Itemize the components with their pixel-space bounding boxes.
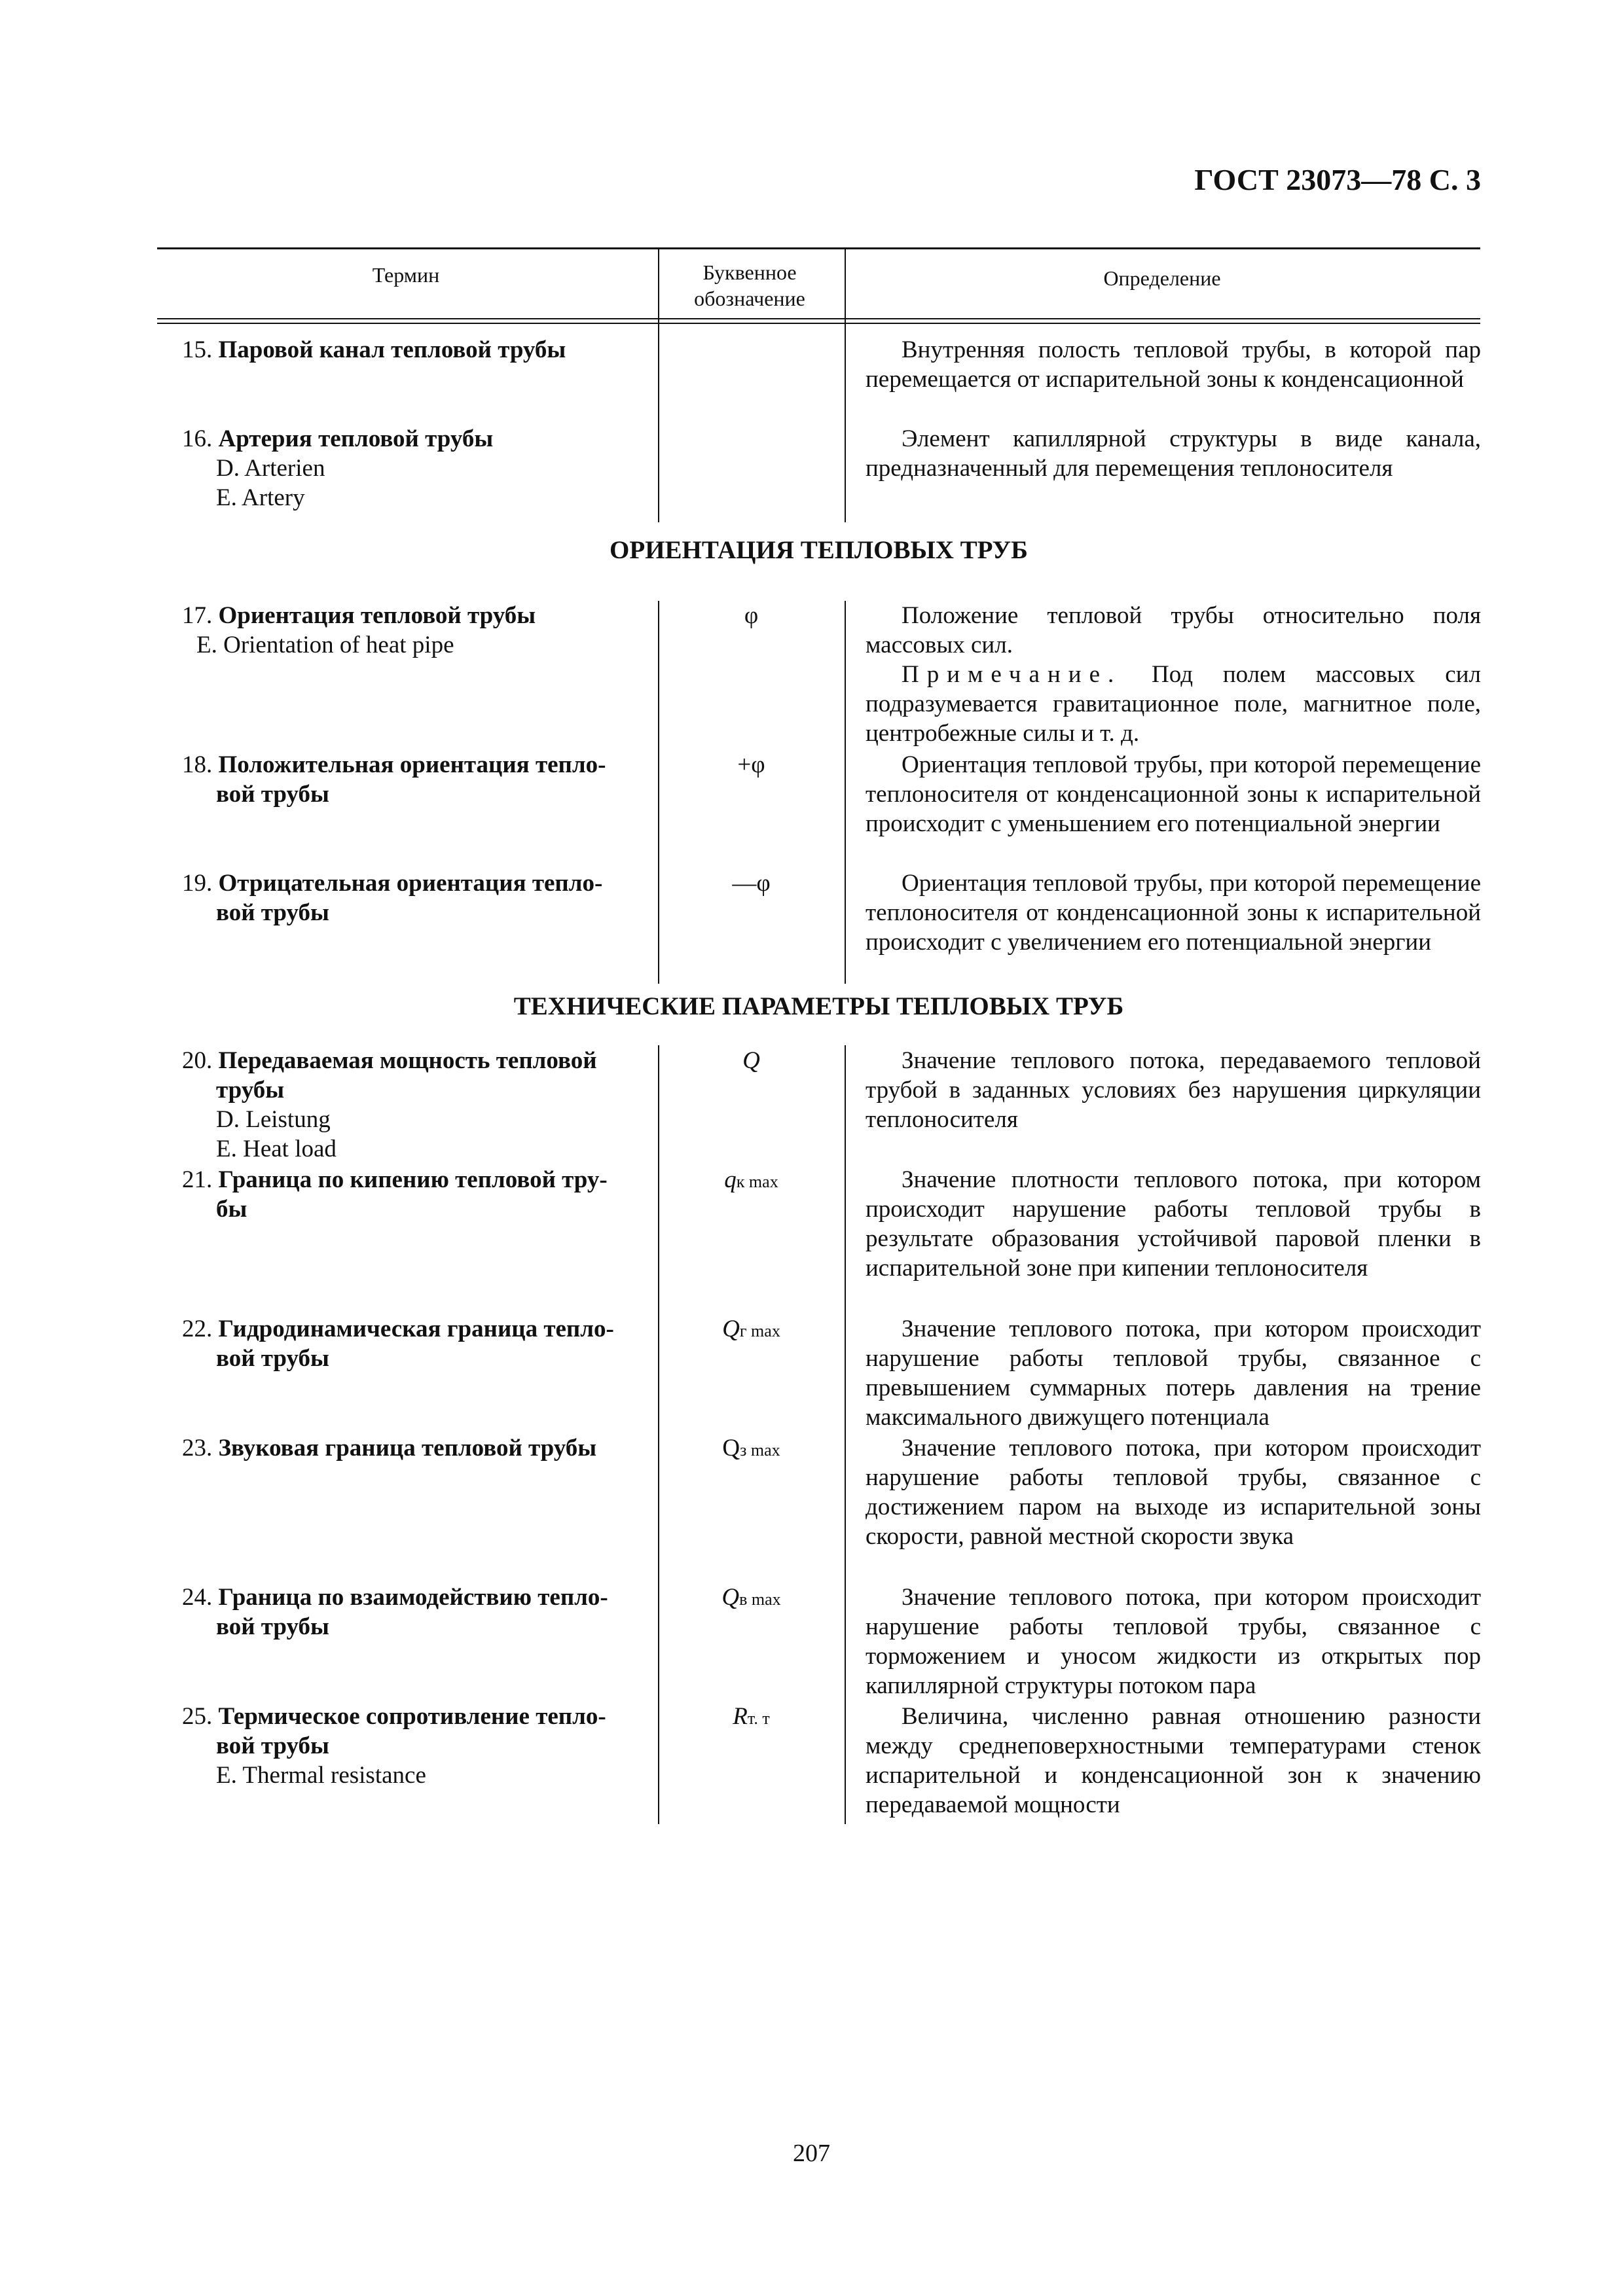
- entry-25-definition: [866, 1702, 1481, 1820]
- term-text: Термическое сопротивление тепло-: [218, 1703, 606, 1730]
- entry-18-definition: [866, 750, 1481, 838]
- entry-23-symbol: [661, 1433, 841, 1465]
- definition-text: Значение плотности теплового потока, при котором происходит нарушение работы тепловой трубы в результате образования устойчивой паровой пленки в испарительной зоне при кипении теплоносителя: [866, 1166, 1481, 1282]
- entry-16-definition: [866, 424, 1481, 483]
- entry-21-symbol: [661, 1165, 841, 1196]
- term-text-continued: вой трубы: [216, 899, 329, 926]
- entry-22-symbol: [661, 1314, 841, 1346]
- foreign-equivalent: E. Heat load: [216, 1136, 337, 1162]
- header-bottom-rule: [157, 323, 1480, 324]
- definition-text: Значение теплового потока, передаваемого тепловой трубой в заданных условиях без нарушения циркуляции теплоносителя: [866, 1047, 1481, 1133]
- symbol-subscript: в max: [739, 1590, 781, 1609]
- entry-23-term: [182, 1433, 640, 1463]
- entry-number: 16.: [182, 425, 213, 452]
- column-divider: [658, 247, 659, 522]
- entry-number: 21.: [182, 1166, 213, 1193]
- entry-18-term: [182, 750, 640, 809]
- foreign-equivalent: D. Arterien: [216, 455, 325, 482]
- column-header-symbol-line2: обозначение: [694, 287, 805, 310]
- entry-21-definition: [866, 1165, 1481, 1283]
- entry-15-term: [182, 335, 640, 365]
- entry-16-term: [182, 424, 640, 512]
- column-header-definition: Определение: [1103, 266, 1221, 290]
- definition-text: Значение теплового потока, при котором происходит нарушение работы тепловой трубы, связанное с достижением паром на выходе из испарительной зоны скорости, равной местной скорости звука: [866, 1435, 1481, 1550]
- term-text: Отрицательная ориентация тепло-: [218, 870, 603, 897]
- column-divider: [658, 1045, 659, 1824]
- foreign-equivalent: E. Artery: [216, 484, 305, 511]
- term-text: Гидродинамическая граница тепло-: [218, 1316, 614, 1342]
- definition-text: Значение теплового потока, при котором происходит нарушение работы тепловой трубы, связанное с торможением и уносом жидкости из открытых пор капиллярной структуры потоком пара: [866, 1584, 1481, 1699]
- term-text-continued: трубы: [216, 1077, 285, 1103]
- symbol-subscript: г max: [739, 1321, 780, 1340]
- note-text: Под полем массовых сил подразумевается гравитационное поле, магнитное поле, центробежные силы и т. д.: [866, 661, 1481, 747]
- definition-note: [866, 660, 1481, 748]
- page-header: ГОСТ 23073—78 С. 3: [1194, 163, 1481, 196]
- note-label: Примечание.: [902, 661, 1122, 688]
- symbol-main: R: [733, 1703, 748, 1730]
- term-text: Звуковая граница тепловой трубы: [218, 1435, 597, 1462]
- entry-15-definition: [866, 335, 1481, 394]
- header-bottom-rule: [157, 318, 1480, 319]
- term-text-continued: вой трубы: [216, 781, 329, 808]
- entry-20-definition: [866, 1046, 1481, 1134]
- definition-text: Величина, численно равная отношению разности между среднеповерхностными температурами стенок испарительной и конденсационной зон к значению передаваемой мощности: [866, 1703, 1481, 1818]
- entry-17-symbol: φ: [744, 602, 759, 629]
- table-top-rule: [157, 247, 1480, 249]
- entry-21-term: [182, 1165, 640, 1224]
- entry-number: 18.: [182, 751, 213, 778]
- definition-text: Значение теплового потока, при котором происходит нарушение работы тепловой трубы, связанное с превышением суммарных потерь давления на трение максимального движущего потенциала: [866, 1316, 1481, 1431]
- entry-number: 15.: [182, 336, 213, 363]
- column-header-symbol-line1: Буквенное: [702, 260, 797, 284]
- entry-19-term: [182, 869, 640, 927]
- entry-number: 22.: [182, 1316, 213, 1342]
- symbol-main: Q: [722, 1316, 740, 1342]
- entry-24-symbol: [661, 1583, 841, 1614]
- symbol-main: Q: [722, 1435, 740, 1462]
- term-text-continued: бы: [216, 1196, 247, 1223]
- column-divider: [845, 601, 846, 984]
- column-divider: [658, 601, 659, 984]
- symbol-subscript: з max: [740, 1441, 780, 1460]
- term-text: Граница по взаимодействию тепло-: [218, 1584, 608, 1611]
- column-divider: [845, 1045, 846, 1824]
- column-divider: [845, 247, 846, 522]
- term-text: Передаваемая мощность тепловой: [218, 1047, 597, 1074]
- term-text: Паровой канал тепловой трубы: [218, 336, 566, 363]
- entry-19-definition: [866, 869, 1481, 957]
- entry-23-definition: [866, 1433, 1481, 1551]
- term-text: Положительная ориентация тепло-: [218, 751, 606, 778]
- symbol-main: q: [724, 1166, 737, 1193]
- entry-17-term: [182, 601, 640, 660]
- entry-17-definition: [866, 601, 1481, 748]
- entry-24-definition: [866, 1583, 1481, 1700]
- symbol-main: Q: [742, 1047, 760, 1074]
- term-text: Артерия тепловой трубы: [218, 425, 494, 452]
- section-title: ТЕХНИЧЕСКИЕ ПАРАМЕТРЫ ТЕПЛОВЫХ ТРУБ: [513, 992, 1124, 1020]
- entry-number: 25.: [182, 1703, 213, 1730]
- term-text-continued: вой трубы: [216, 1732, 329, 1759]
- entry-19-symbol: —φ: [732, 870, 771, 897]
- foreign-equivalent: D. Leistung: [216, 1106, 331, 1133]
- term-text: Граница по кипению тепловой тру-: [218, 1166, 608, 1193]
- term-text-continued: вой трубы: [216, 1613, 329, 1640]
- section-title: ОРИЕНТАЦИЯ ТЕПЛОВЫХ ТРУБ: [610, 536, 1028, 564]
- term-text: Ориентация тепловой трубы: [218, 602, 536, 629]
- entry-20-symbol: [661, 1046, 841, 1075]
- entry-22-definition: [866, 1314, 1481, 1432]
- entry-number: 19.: [182, 870, 213, 897]
- symbol-subscript: к max: [736, 1172, 778, 1191]
- entry-number: 20.: [182, 1047, 213, 1074]
- definition-text: Элемент капиллярной структуры в виде канала, предназначенный для перемещения теплоносителя: [866, 425, 1481, 482]
- definition-text: Положение тепловой трубы относительно поля массовых сил.: [866, 602, 1481, 658]
- entry-18-symbol: +φ: [737, 751, 765, 778]
- entry-number: 17.: [182, 602, 213, 629]
- entry-22-term: [182, 1314, 640, 1373]
- entry-25-term: [182, 1702, 640, 1790]
- symbol-main: Q: [721, 1584, 740, 1611]
- definition-text: Внутренняя полость тепловой трубы, в которой пар перемещается от испарительной зоны к конденсационной: [866, 336, 1481, 393]
- column-header-term: Термин: [372, 263, 440, 287]
- foreign-equivalent: E. Orientation of heat pipe: [196, 632, 454, 658]
- column-header-symbol: [658, 259, 841, 312]
- entry-25-symbol: [661, 1702, 841, 1733]
- page-number: 207: [793, 2140, 830, 2167]
- foreign-equivalent: E. Thermal resistance: [216, 1762, 426, 1789]
- definition-text: Ориентация тепловой трубы, при которой перемещение теплоносителя от конденсационной зоны к испарительной происходит с увеличением его потенциальной энергии: [866, 870, 1481, 956]
- entry-24-term: [182, 1583, 640, 1641]
- entry-number: 23.: [182, 1435, 213, 1462]
- definition-text: Ориентация тепловой трубы, при которой перемещение теплоносителя от конденсационной зоны к испарительной происходит с уменьшением его потенциальной энергии: [866, 751, 1481, 837]
- entry-number: 24.: [182, 1584, 213, 1611]
- symbol-subscript: т. т: [747, 1709, 770, 1728]
- entry-20-term: [182, 1046, 640, 1164]
- term-text-continued: вой трубы: [216, 1345, 329, 1372]
